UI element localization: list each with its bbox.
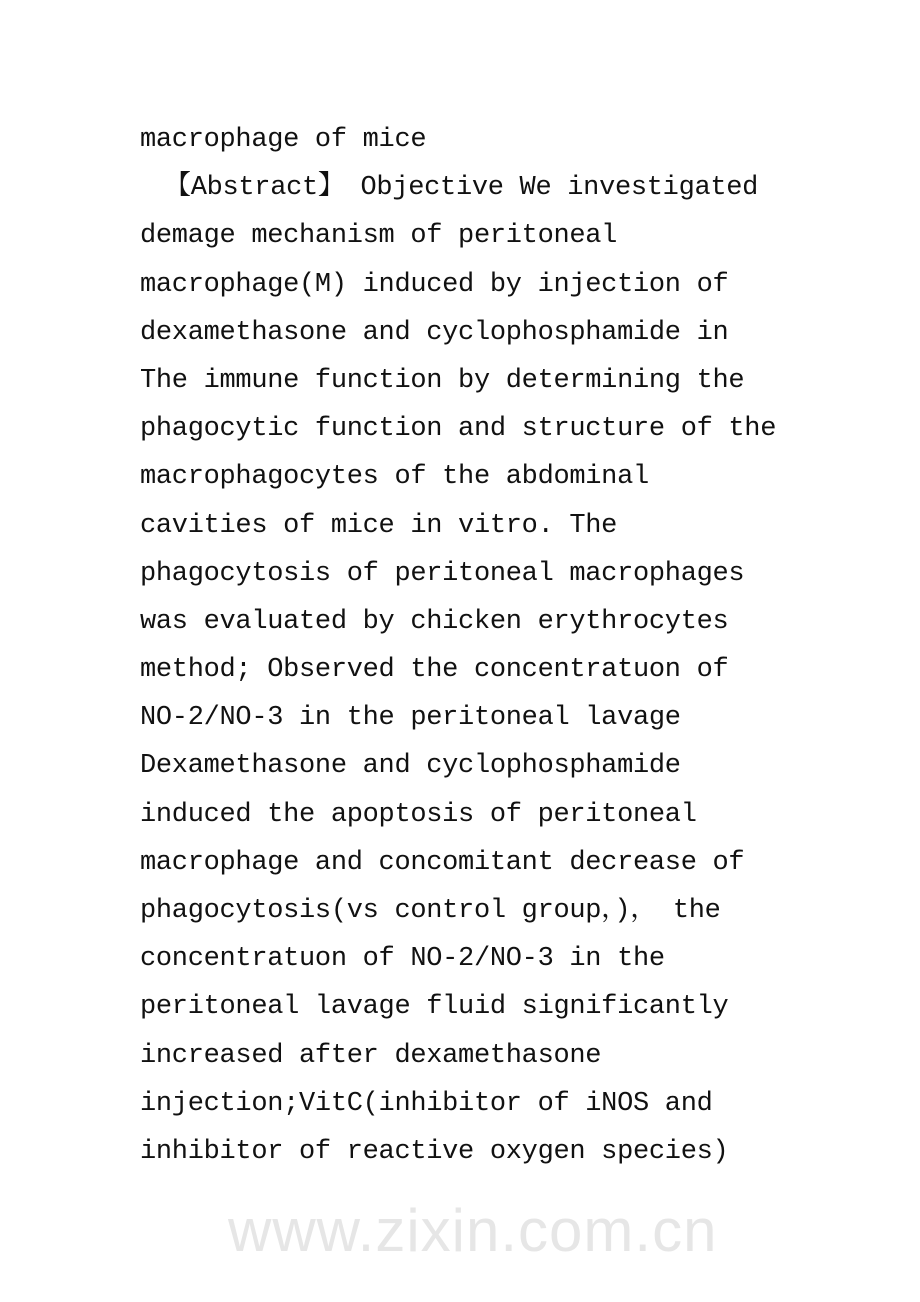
text-line: concentratuon of NO-2/NO-3 in the [140,944,665,975]
text-line: macrophage of mice [140,125,427,155]
text-line: demage mechanism of peritoneal [140,221,618,252]
text-line: cavities of mice in vitro. The [140,510,618,541]
text-line: The immune function by determining the [140,365,745,396]
text-line: NO-2/NO-3 in the peritoneal lavage [140,703,681,734]
text-line: phagocytic function and structure of the [140,414,777,445]
text-line: was evaluated by chicken erythrocytes [140,606,729,637]
text-line: dexamethasone and cyclophosphamide in [140,317,729,348]
text-line: macrophagocytes of the abdominal [140,462,649,493]
text-line: injection;VitC(inhibitor of iNOS and [140,1088,713,1119]
watermark: www.zixin.com.cn [228,1197,718,1264]
text-line: phagocytosis(vs control group，)， the [140,896,721,926]
document-body [140,116,840,1176]
text-line: peritoneal lavage fluid significantly [140,992,729,1023]
text-line: induced the apoptosis of peritoneal [140,799,697,830]
text-line: increased after dexamethasone [140,1040,602,1071]
text-line: phagocytosis of peritoneal macrophages [140,558,745,589]
text-line: macrophage(M) induced by injection of [140,269,729,300]
text-line: Dexamethasone and cyclophosphamide [140,751,681,782]
text-line: macrophage and concomitant decrease of [140,847,745,878]
text-line: inhibitor of reactive oxygen species) [140,1136,729,1167]
text-line: method; Observed the concentratuon of [140,655,729,686]
abstract-heading-line: 【Abstract】 Objective We investigated [164,173,759,204]
